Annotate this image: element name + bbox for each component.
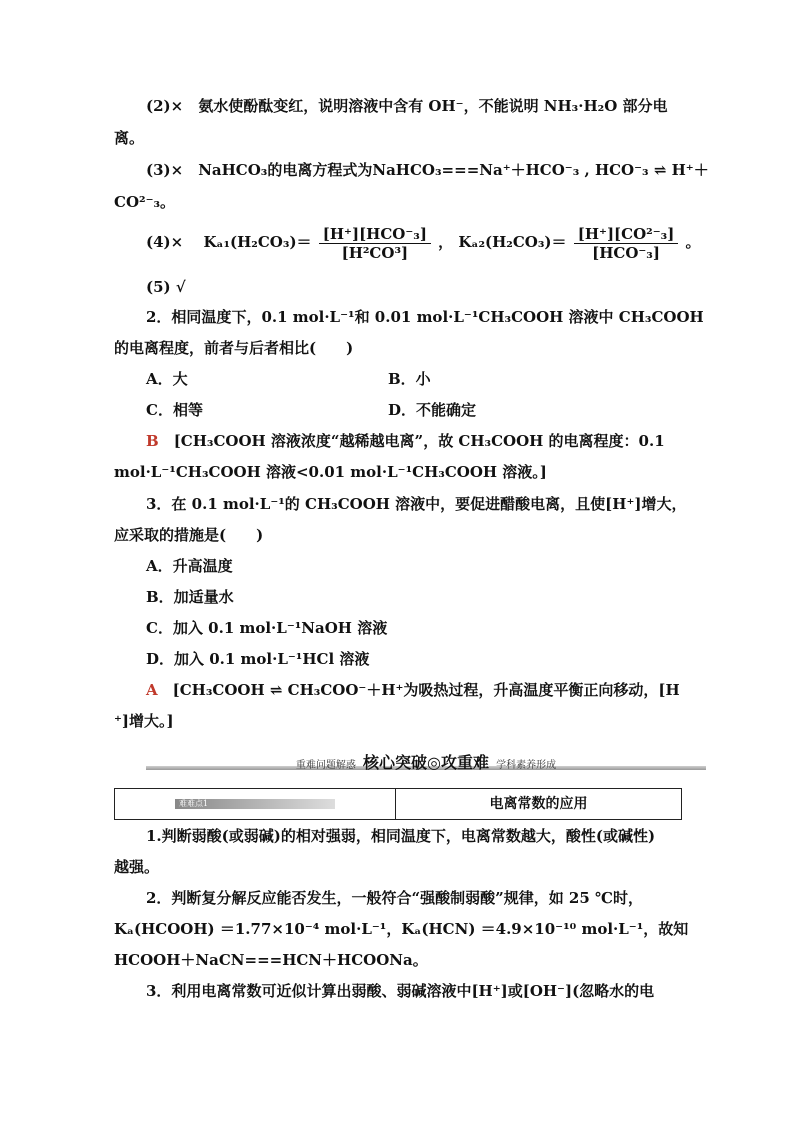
question-2-option-b: B．小 — [388, 370, 431, 388]
item-3-line-1: (3)× NaHCO₃的电离方程式为NaHCO₃===Na⁺＋HCO⁻₃ , HCO⁻₃ ⇌ H⁺＋ — [146, 161, 709, 179]
item-3-line-2: CO²⁻₃。 — [114, 193, 176, 211]
question-3-stem-2: 应采取的措施是( ) — [114, 526, 264, 544]
question-3-option-c: C．加入 0.1 mol·L⁻¹NaOH 溶液 — [146, 619, 388, 637]
paragraph-3-line-1: 3．利用电离常数可近似计算出弱酸、弱碱溶液中[H⁺]或[OH⁻](忽略水的电 — [146, 982, 655, 1000]
ka1-denominator: [H²CO³] — [341, 243, 409, 262]
ka1-fraction — [319, 225, 431, 262]
question-2-answer-1 — [146, 431, 665, 451]
paragraph-2-line-1: 2．判断复分解反应能否发生，一般符合“强酸制弱酸”规律，如 25 ℃时， — [146, 889, 643, 907]
question-3-answer-text: [CH₃COOH ⇌ CH₃COO⁻＋H⁺为吸热过程，升高温度平衡正向移动，[H — [157, 681, 680, 699]
question-3-answer-2: ⁺]增大。] — [114, 712, 174, 730]
question-2-stem-1: 2．相同温度下，0.1 mol·L⁻¹和 0.01 mol·L⁻¹CH₃COOH 溶液中 CH₃COOH — [146, 308, 704, 326]
ka1-label: Kₐ₁(H₂CO₃)＝ — [203, 233, 312, 251]
question-3-option-d: D．加入 0.1 mol·L⁻¹HCl 溶液 — [146, 650, 370, 668]
question-2-option-d: D．不能确定 — [388, 401, 477, 419]
paragraph-2-line-3: HCOOH＋NaCN===HCN＋HCOONa。 — [114, 951, 428, 969]
topic-tag — [175, 799, 335, 809]
banner-right-label: 学科素养形成 — [496, 760, 557, 771]
question-3-answer-1 — [146, 680, 680, 700]
item-5: (5) √ — [146, 278, 186, 296]
question-2-stem-2: 的电离程度，前者与后者相比( ) — [114, 339, 354, 357]
question-2-answer-text: [CH₃COOH 溶液浓度“越稀越电离”，故 CH₃COOH 的电离程度：0.1 — [158, 432, 665, 450]
item-4-end: 。 — [685, 233, 701, 251]
ka2-numerator: [H⁺][CO²⁻₃] — [574, 225, 679, 244]
ka2-denominator: [HCO⁻₃] — [592, 243, 660, 262]
item-4-separator: ， — [438, 233, 454, 251]
ka1-numerator: [H⁺][HCO⁻₃] — [319, 225, 431, 244]
banner-text — [146, 750, 706, 773]
question-2-answer-letter: B — [146, 432, 159, 450]
question-3-stem-1: 3．在 0.1 mol·L⁻¹的 CH₃COOH 溶液中，要促进醋酸电离，且使[H⁺]增大， — [146, 495, 687, 513]
ka2-fraction — [574, 225, 679, 262]
paragraph-1-line-1: 1.判断弱酸(或弱碱)的相对强弱，相同温度下，电离常数越大，酸性(或碱性) — [146, 827, 656, 845]
question-2-option-a: A．大 — [146, 370, 188, 388]
question-3-option-a: A．升高温度 — [146, 557, 233, 575]
ka2-label: Kₐ₂(H₂CO₃)＝ — [458, 233, 567, 251]
question-2-answer-2: mol·L⁻¹CH₃COOH 溶液<0.01 mol·L⁻¹CH₃COOH 溶液。] — [114, 463, 547, 481]
topic-header-table — [114, 788, 682, 820]
banner-left-label: 重难问题解惑 — [295, 760, 356, 771]
item-2-line-1: (2)× 氨水使酚酞变红，说明溶液中含有 OH⁻，不能说明 NH₃·H₂O 部分电 — [146, 97, 668, 115]
item-2-line-2: 离。 — [114, 129, 145, 147]
question-2-option-c: C．相等 — [146, 401, 203, 419]
item-4-prefix: (4)× — [146, 233, 199, 251]
paragraph-2-line-2: Kₐ(HCOOH) ＝1.77×10⁻⁴ mol·L⁻¹，Kₐ(HCN) ＝4.9×10⁻¹⁰ mol·L⁻¹，故知 — [114, 920, 689, 938]
topic-tag-label: 难难点1 — [179, 799, 209, 808]
paragraph-1-line-2: 越强。 — [114, 858, 160, 876]
item-4-formula — [146, 224, 701, 262]
topic-title: 电离常数的应用 — [489, 796, 588, 812]
question-3-option-b: B．加适量水 — [146, 588, 234, 606]
question-3-answer-letter: A — [146, 681, 158, 699]
banner-title: 核心突破◎攻重难 — [363, 753, 489, 772]
section-banner — [146, 750, 706, 776]
topic-tag-cell — [115, 789, 396, 819]
